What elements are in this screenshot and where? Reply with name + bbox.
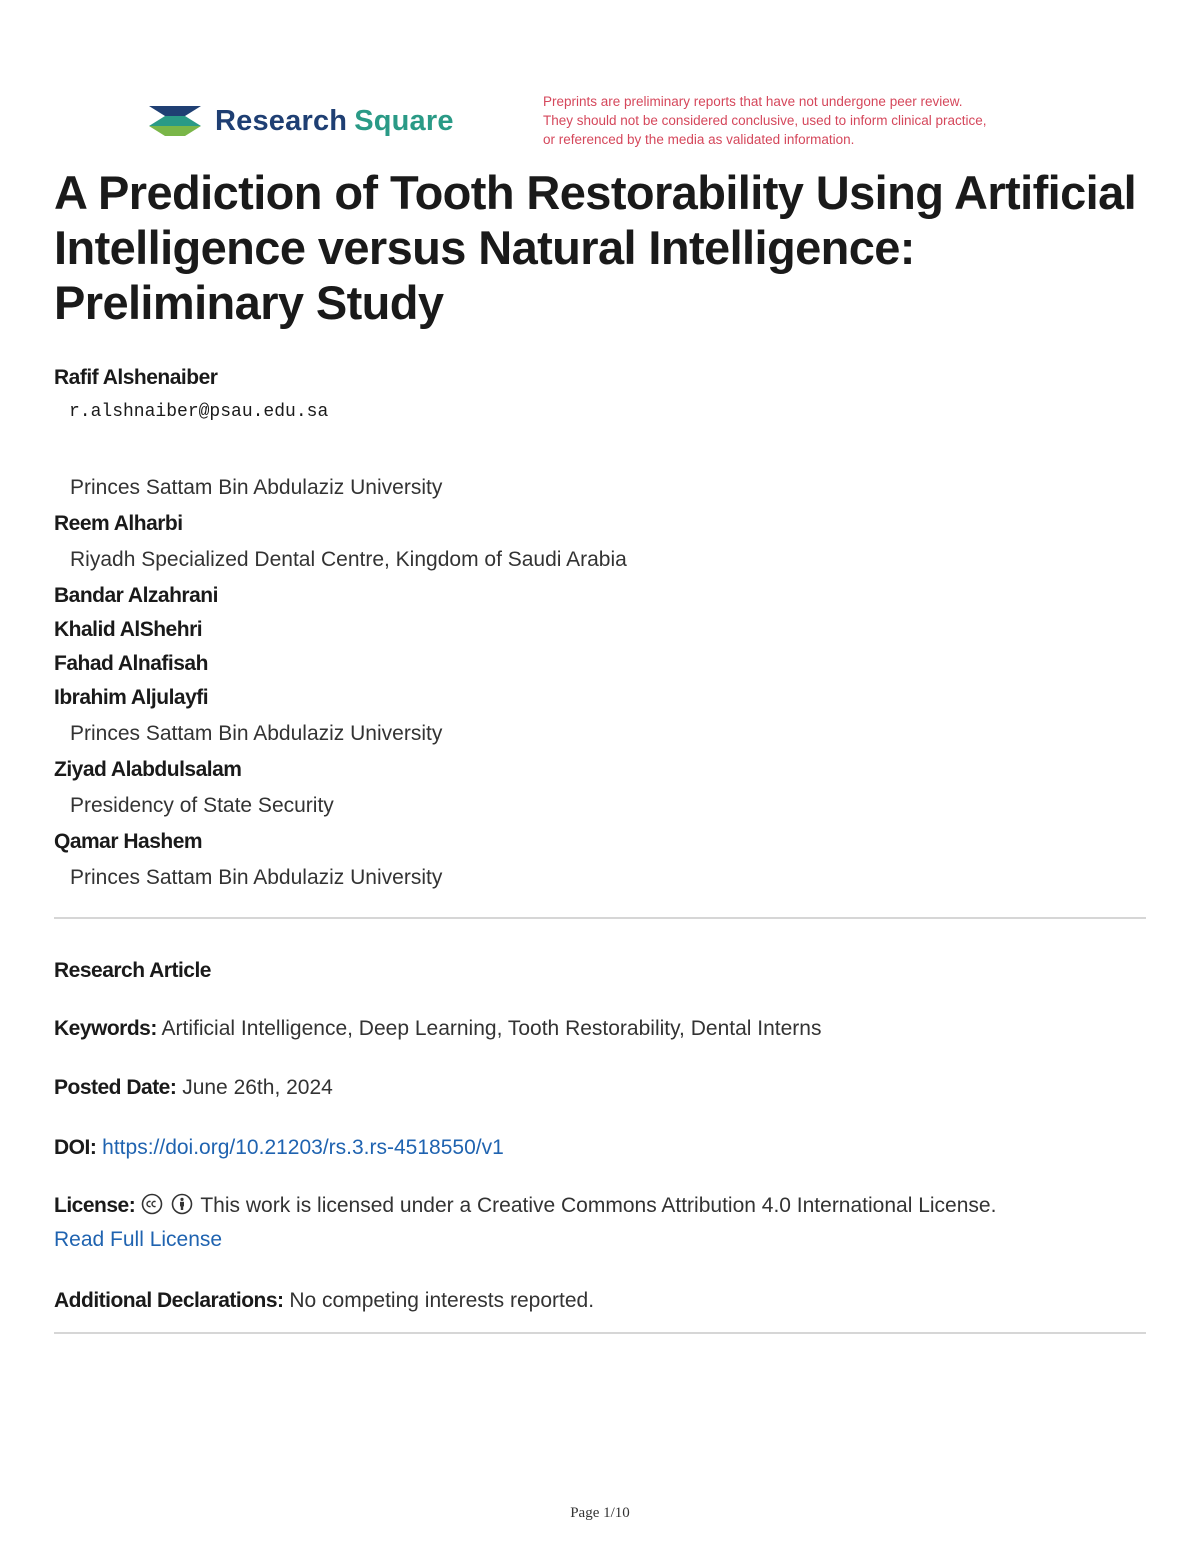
paper-title: A Prediction of Tooth Restorability Using Artificial Intelligence versus Natural Intelligence: Preliminary Study	[54, 166, 1137, 329]
author-name: Ziyad Alabdulsalam	[54, 758, 242, 781]
author-list	[54, 361, 1054, 897]
license-text: This work is licensed under a Creative Commons Attribution 4.0 International License.	[200, 1194, 997, 1217]
author-affiliation: Princes Sattam Bin Abdulaziz University	[70, 476, 443, 499]
section-divider	[54, 917, 1146, 919]
attribution-icon	[171, 1193, 193, 1215]
read-full-license-link[interactable]: Read Full License	[54, 1228, 223, 1251]
author-email[interactable]: r.alshnaiber@psau.edu.sa	[69, 402, 329, 422]
author-name: Bandar Alzahrani	[54, 584, 218, 607]
author-name: Fahad Alnafisah	[54, 652, 208, 675]
posted-date-label: Posted Date:	[54, 1076, 177, 1099]
license-row	[54, 1189, 1146, 1257]
author-affiliation: Princes Sattam Bin Abdulaziz University	[70, 722, 443, 745]
doi-row	[54, 1131, 1146, 1165]
author-affiliation: Riyadh Specialized Dental Centre, Kingdom of Saudi Arabia	[70, 548, 627, 571]
author-name: Reem Alharbi	[54, 512, 183, 535]
logo-word-square: Square	[354, 104, 454, 137]
doi-label: DOI:	[54, 1136, 97, 1159]
logo-word-research: Research	[215, 104, 348, 137]
author-affiliation: Princes Sattam Bin Abdulaziz University	[70, 866, 443, 889]
notice-line: Preprints are preliminary reports that have not undergone peer review.	[543, 94, 963, 109]
doi-link[interactable]: https://doi.org/10.21203/rs.3.rs-4518550/v1	[102, 1136, 504, 1159]
logo-wordmark	[215, 105, 454, 138]
keywords-value: Artificial Intelligence, Deep Learning, Tooth Restorability, Dental Interns	[161, 1017, 822, 1040]
notice-line: or referenced by the media as validated information.	[543, 132, 855, 147]
notice-line: They should not be considered conclusive, used to inform clinical practice,	[543, 113, 987, 128]
posted-date-row	[54, 1071, 1146, 1105]
author-name: Qamar Hashem	[54, 830, 203, 853]
section-divider	[54, 1332, 1146, 1334]
author-name: Rafif Alshenaiber	[54, 366, 218, 389]
creative-commons-icon	[141, 1193, 163, 1215]
declarations-row	[54, 1284, 1146, 1318]
keywords-label: Keywords:	[54, 1017, 157, 1040]
license-label: License:	[54, 1194, 136, 1217]
research-square-logo[interactable]	[145, 96, 454, 146]
research-square-logo-icon	[145, 98, 205, 144]
preprint-notice	[543, 92, 1083, 149]
author-name: Khalid AlShehri	[54, 618, 203, 641]
article-type	[54, 954, 1146, 988]
declarations-label: Additional Declarations:	[54, 1289, 284, 1312]
article-type-label: Research Article	[54, 959, 211, 982]
author-name: Ibrahim Aljulayfi	[54, 686, 209, 709]
posted-date-value: June 26th, 2024	[182, 1076, 333, 1099]
author-affiliation: Presidency of State Security	[70, 794, 334, 817]
declarations-value: No competing interests reported.	[289, 1289, 595, 1312]
page-number: Page 1/10	[570, 1505, 630, 1521]
keywords-row	[54, 1012, 1146, 1046]
preprint-header	[145, 96, 1065, 152]
